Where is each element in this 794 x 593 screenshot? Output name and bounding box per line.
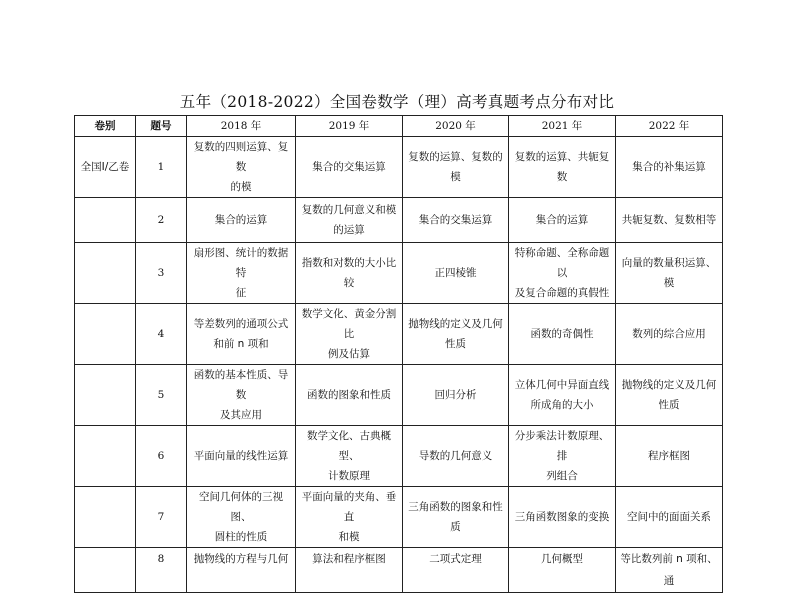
question-no-cell: 3	[136, 243, 187, 304]
topic-2022-cell: 程序框图	[616, 426, 723, 487]
question-no-cell: 4	[136, 304, 187, 365]
topic-2020-cell: 三角函数的图象和性 质	[403, 487, 509, 548]
table-row	[75, 198, 723, 243]
topic-2021-cell: 函数的奇偶性	[509, 304, 616, 365]
paper-cell	[75, 365, 136, 426]
paper-cell	[75, 426, 136, 487]
table-header-row	[75, 116, 723, 137]
topic-2020-cell: 二项式定理	[403, 548, 509, 593]
topic-2021-cell: 立体几何中异面直线 所成角的大小	[509, 365, 616, 426]
table-row	[75, 487, 723, 548]
header-2018: 2018 年	[187, 116, 296, 137]
topic-2019-cell: 集合的交集运算	[296, 137, 403, 198]
topic-2019-cell: 平面向量的夹角、垂直 和模	[296, 487, 403, 548]
topic-2018-cell: 空间几何体的三视图、 圆柱的性质	[187, 487, 296, 548]
question-no-cell: 7	[136, 487, 187, 548]
topic-2018-cell: 抛物线的方程与几何	[187, 548, 296, 593]
header-2020: 2020 年	[403, 116, 509, 137]
paper-cell	[75, 243, 136, 304]
topic-2022-cell: 等比数列前 n 项和、通	[616, 548, 723, 593]
paper-cell	[75, 487, 136, 548]
topic-2022-cell: 数列的综合应用	[616, 304, 723, 365]
topic-2022-cell: 共轭复数、复数相等	[616, 198, 723, 243]
topic-2020-cell: 导数的几何意义	[403, 426, 509, 487]
topic-2020-cell: 集合的交集运算	[403, 198, 509, 243]
document-title: 五年（2018-2022）全国卷数学（理）高考真题考点分布对比	[179, 93, 615, 111]
topic-2021-cell: 几何概型	[509, 548, 616, 593]
question-no-cell: 8	[136, 548, 187, 593]
topic-2018-cell: 平面向量的线性运算	[187, 426, 296, 487]
topic-2019-cell: 复数的几何意义和模 的运算	[296, 198, 403, 243]
topic-2022-cell: 抛物线的定义及几何 性质	[616, 365, 723, 426]
topic-2019-cell: 函数的图象和性质	[296, 365, 403, 426]
question-no-cell: 6	[136, 426, 187, 487]
table-row	[75, 304, 723, 365]
topic-2021-cell: 分步乘法计数原理、排 列组合	[509, 426, 616, 487]
question-no-cell: 2	[136, 198, 187, 243]
table-row	[75, 548, 723, 593]
paper-cell	[75, 198, 136, 243]
topic-2022-cell: 向量的数量积运算、模	[616, 243, 723, 304]
topic-2020-cell: 正四棱锥	[403, 243, 509, 304]
topic-2021-cell: 复数的运算、共轭复数	[509, 137, 616, 198]
topic-2019-cell: 算法和程序框图	[296, 548, 403, 593]
topic-2021-cell: 三角函数图象的变换	[509, 487, 616, 548]
topic-2018-cell: 等差数列的通项公式 和前 n 项和	[187, 304, 296, 365]
topic-2022-cell: 集合的补集运算	[616, 137, 723, 198]
topic-2019-cell: 指数和对数的大小比 较	[296, 243, 403, 304]
table-row	[75, 426, 723, 487]
paper-cell: 全国I/乙卷	[75, 137, 136, 198]
topic-2019-cell: 数学文化、黄金分割比 例及估算	[296, 304, 403, 365]
topic-2018-cell: 复数的四则运算、复数 的模	[187, 137, 296, 198]
topic-2021-cell: 特称命题、全称命题以 及复合命题的真假性	[509, 243, 616, 304]
paper-cell	[75, 548, 136, 593]
header-2019: 2019 年	[296, 116, 403, 137]
topic-2020-cell: 复数的运算、复数的模	[403, 137, 509, 198]
table-row	[75, 243, 723, 304]
topic-2018-cell: 函数的基本性质、导数 及其应用	[187, 365, 296, 426]
topic-2020-cell: 回归分析	[403, 365, 509, 426]
exam-topic-table	[74, 115, 723, 593]
topic-2018-cell: 集合的运算	[187, 198, 296, 243]
topic-2019-cell: 数学文化、古典概型、 计数原理	[296, 426, 403, 487]
header-question-no: 题号	[136, 116, 187, 137]
paper-cell	[75, 304, 136, 365]
topic-2022-cell: 空间中的面面关系	[616, 487, 723, 548]
topic-2018-cell: 扇形图、统计的数据特 征	[187, 243, 296, 304]
header-2021: 2021 年	[509, 116, 616, 137]
table-row	[75, 365, 723, 426]
topic-2020-cell: 抛物线的定义及几何 性质	[403, 304, 509, 365]
table-row	[75, 137, 723, 198]
header-2022: 2022 年	[616, 116, 723, 137]
question-no-cell: 5	[136, 365, 187, 426]
header-paper: 卷别	[75, 116, 136, 137]
question-no-cell: 1	[136, 137, 187, 198]
topic-2021-cell: 集合的运算	[509, 198, 616, 243]
